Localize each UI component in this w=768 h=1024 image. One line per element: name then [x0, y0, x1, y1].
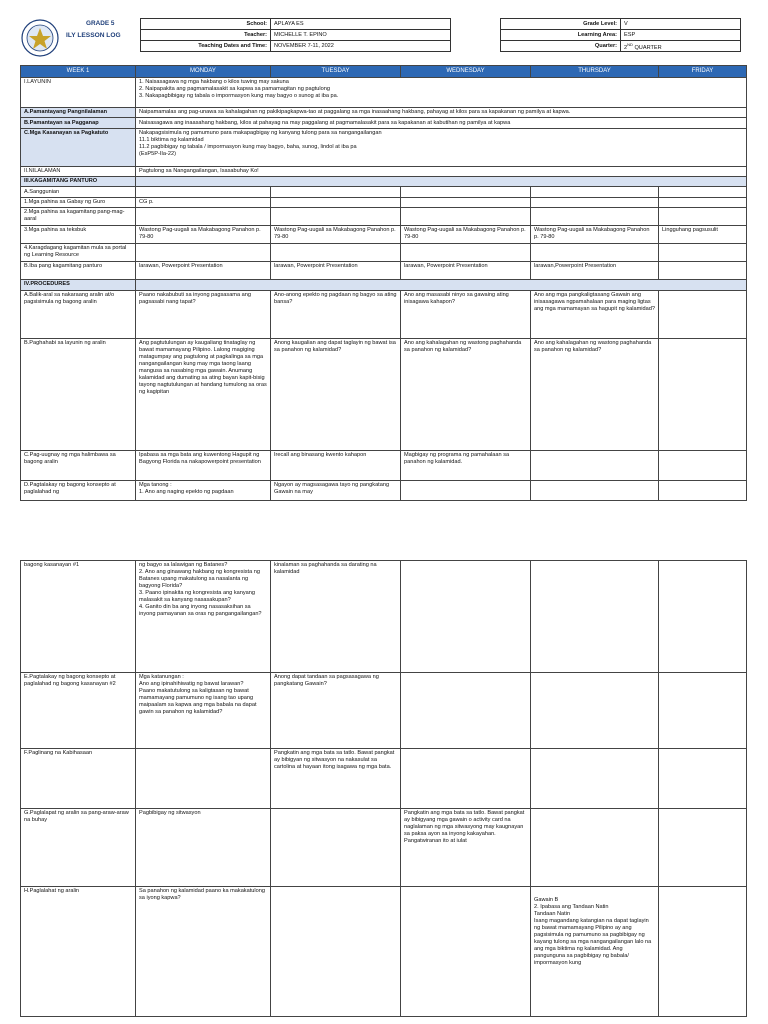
table-row	[21, 290, 747, 338]
layunin-text: 1. Naisasagawa ng mga hakbang o kilos tuwing may sakuna 2. Naipapakita ang pagmamalasakit sa kapwa sa pamamagitan ng pagtulong 3. Nakapagbibigay ng tabala o impormasyon kung may bagyo o sunog at iba pa.	[136, 78, 747, 108]
row-label: G.Paglalapat ng aralin sa pang-araw-araw na buhay	[21, 809, 136, 887]
table-row	[21, 226, 747, 244]
col-wednesday: WEDNESDAY	[401, 66, 531, 78]
cell-wednesday	[401, 673, 531, 749]
document-title	[66, 20, 121, 39]
pagganap-text: Naisasagawa ang inaasahang hakbang, kilos at pahayag na may paggalang at pagmamalasakit para sa kapakanan at kabutihan ng pamilya at kapwa	[136, 118, 747, 128]
teacher-value: MICHELLE T. EPINO	[271, 30, 451, 41]
cell-friday	[659, 197, 747, 207]
cell-thursday	[531, 480, 659, 500]
cell-friday	[659, 673, 747, 749]
cell-tuesday: larawan, Powerpoint Presentation	[271, 262, 401, 280]
cell-thursday	[531, 561, 659, 673]
cell-thursday: Wastong Pag-uugali sa Makabagong Panahon p. 79-80	[531, 226, 659, 244]
cell-thursday	[531, 197, 659, 207]
document-header	[20, 18, 746, 62]
learning-area-label: Learning Area:	[501, 30, 621, 41]
cell-friday	[659, 450, 747, 480]
row-label: I.LAYUNIN	[21, 78, 136, 108]
row-label: 4.Karagdagang kagamitan mula sa portal ng Learning Resource	[21, 244, 136, 262]
cell-monday: Mga katanungan : Ano ang ipinahihiwatig ng bawat larawan? Paano makatutulong sa kaligtasan ng bawat mamamayang pamumuno ng isang tao upang maipaalam sa kapwa ang mga babala na dapat gawin sa panahon ng kalamidad?	[136, 673, 271, 749]
row-label: C.Pag-uugnay ng mga halimbawa sa bagong aralin	[21, 450, 136, 480]
table-row	[21, 749, 747, 809]
cell-tuesday: Ngayon ay magsasagawa tayo ng pangkatang Gawain na may	[271, 480, 401, 500]
cell-thursday	[531, 450, 659, 480]
cell-wednesday: Wastong Pag-uugali sa Makabagong Panahon p. 79-80	[401, 226, 531, 244]
row-label: III.KAGAMITANG PANTURO	[21, 177, 136, 187]
grade-level-label: Grade Level:	[501, 19, 621, 30]
table-row	[21, 338, 747, 450]
table-row	[21, 673, 747, 749]
cell-tuesday: Anong dapat tandaan sa pagsasagawa ng pangkatang Gawain?	[271, 673, 401, 749]
row-label: B.Paghahabi sa layunin ng aralin	[21, 338, 136, 450]
table-row	[21, 197, 747, 207]
cell-friday	[659, 561, 747, 673]
cell-thursday: larawan,Powerpoint Presentation	[531, 262, 659, 280]
table-row	[21, 280, 747, 290]
dates-label: Teaching Dates and Time:	[141, 41, 271, 52]
grade-title: GRADE 5	[86, 20, 115, 27]
row-label: D.Pagtalakay ng bagong konsepto at paglalahad ng	[21, 480, 136, 500]
row-label: C.Mga Kasanayan sa Pagkatuto	[21, 128, 136, 166]
row-label: H.Paglalahat ng aralin	[21, 887, 136, 1017]
quarter-label: Quarter:	[501, 41, 621, 52]
cell-monday: Paano nakabubuti sa inyong pagsasama ang pagsasabi nang tapat?	[136, 290, 271, 338]
cell-friday	[659, 887, 747, 1017]
lesson-log-page-2	[0, 560, 768, 1024]
table-row	[21, 128, 747, 166]
cell-thursday	[531, 244, 659, 262]
row-label: 1.Mga pahina sa Gabay ng Guro	[21, 197, 136, 207]
cell-wednesday: Pangkatin ang mga bata sa tatlo. Bawat pangkat ay bibigyang mga gawain o activity card na naglalaman ng mga sitwasyong may kaugnayan sa paksa ayon sa inyong kakayahan. Pangatwiranan ito at iulat	[401, 809, 531, 887]
table-row	[21, 208, 747, 226]
table-row	[21, 561, 747, 673]
cell-friday	[659, 338, 747, 450]
row-label: 2.Mga pahina sa kagamitang pang-mag-aaral	[21, 208, 136, 226]
lesson-plan-table-continued	[20, 560, 747, 1017]
log-title: ILY LESSON LOG	[66, 32, 121, 39]
cell-monday: Pagbibigay ng sitwasyon	[136, 809, 271, 887]
pangnilalaman-text: Naipamamalas ang pag-unawa sa kahalagahan ng pakikipagkapwa-tao at paggalang sa mga inasaahang hakbang, pahayag at kilos para sa kapakanan ng pamilya at kapwa.	[136, 108, 747, 118]
school-value: APLAYA ES	[271, 19, 451, 30]
dates-value: NOVEMBER 7-11, 2022	[271, 41, 451, 52]
cell-friday	[659, 262, 747, 280]
cell-friday	[659, 244, 747, 262]
row-label: B.Pamantayan sa Pagganap	[21, 118, 136, 128]
cell-monday: Sa panahon ng kalamidad paano ka makakatulong sa iyong kapwa?	[136, 887, 271, 1017]
table-row	[21, 887, 747, 1017]
cell-friday: Lingguhang pagsusulit	[659, 226, 747, 244]
table-row	[21, 166, 747, 176]
cell-thursday	[531, 809, 659, 887]
cell-tuesday: Wastong Pag-uugali sa Makabagong Panahon p. 79-80	[271, 226, 401, 244]
cell-tuesday: Pangkatin ang mga bata sa tatlo. Bawat pangkat ay bibigyan ng sitwasyon na nakasulat sa cartolina at hayaan itong isagawa ng mga bata.	[271, 749, 401, 809]
table-row	[21, 187, 747, 197]
table-row	[21, 108, 747, 118]
row-label: II.NILALAMAN	[21, 166, 136, 176]
cell-monday	[136, 208, 271, 226]
cell-monday: CG p.	[136, 197, 271, 207]
school-info-table	[140, 18, 451, 52]
cell-monday: Wastong Pag-uugali sa Makabagong Panahon p. 79-80	[136, 226, 271, 244]
cell-wednesday	[401, 887, 531, 1017]
cell-wednesday: larawan, Powerpoint Presentation	[401, 262, 531, 280]
col-friday: FRIDAY	[659, 66, 747, 78]
cell-monday	[136, 749, 271, 809]
cell-tuesday	[271, 887, 401, 1017]
cell-thursday	[531, 749, 659, 809]
cell-wednesday: Magbigay ng programa ng pamahalaan sa panahon ng kalamidad.	[401, 450, 531, 480]
deped-seal-icon	[20, 18, 60, 58]
cell-monday: Ipabasa sa mga bata ang kuwentong Hagupit ng Bagyong Florida na nakapowerpoint presentation	[136, 450, 271, 480]
cell-monday	[136, 244, 271, 262]
cell-tuesday: Irecall ang binasang kwento kahapon	[271, 450, 401, 480]
cell-thursday: Ano ang kahalagahan ng wastong paghahanda sa panahon ng kalamidad?	[531, 338, 659, 450]
cell-tuesday: kinalaman sa paghahanda sa darating na kalamidad	[271, 561, 401, 673]
learning-area-value: ESP	[621, 30, 741, 41]
cell-wednesday	[401, 749, 531, 809]
row-label: bagong kasanayan #1	[21, 561, 136, 673]
grade-level-value: V	[621, 19, 741, 30]
cell-monday: Ang pagtutulungan ay kaugaliang tinataglay ng bawat mamamayang Pilipino. Lalong magiging matagumpay ang pagtulong at pagkalinga sa mga nangangailangan kung may mga taong laang mangusa sa nasabing mga gawain. Anumang kalamidad ang dumating sa ating bayan kapit-bisig tayong nagtutulungan at handang tumulong sa oras ng kagipitan	[136, 338, 271, 450]
cell-tuesday	[271, 809, 401, 887]
col-week: WEEK 1	[21, 66, 136, 78]
cell-monday: ng bagyo sa lalawigan ng Batanes? 2. Ano ang ginawang hakbang ng kongresista ng Batanes upang makatulong sa nasalanta ng bagyong Florida? 3. Paano ipinakita ng kongresista ang kanyang malasakit sa kanyang nasasakupan? 4. Ganito din ba ang inyong nasasaksihan sa inyong pamayanan sa oras ng pangangailangan?	[136, 561, 271, 673]
quarter-value: 2ND QUARTER	[621, 41, 741, 52]
cell-tuesday	[271, 208, 401, 226]
table-row	[21, 244, 747, 262]
cell-thursday	[531, 673, 659, 749]
lesson-plan-table	[20, 65, 747, 501]
col-tuesday: TUESDAY	[271, 66, 401, 78]
table-row	[21, 177, 747, 187]
table-row	[21, 262, 747, 280]
cell-monday: larawan, Powerpoint Presentation	[136, 262, 271, 280]
table-row	[21, 118, 747, 128]
cell-monday: Mga tanong : 1. Ano ang naging epekto ng pagdaan	[136, 480, 271, 500]
table-row	[21, 480, 747, 500]
row-label: 3.Mga pahina sa teksbuk	[21, 226, 136, 244]
row-label: A.Sanggunian	[21, 187, 136, 197]
cell-wednesday	[401, 197, 531, 207]
row-label: A.Pamantayang Pangnilalaman	[21, 108, 136, 118]
kasanayan-text: Nakapagsisimula ng pamumuno para makapagbigay ng kanyang tulong para sa nangangailangan 11.1 biktima ng kalamidad 11.2 pagbibigay ng tabala / impormasyon kung may bagyo, baha, sunog, lindol at iba pa (EsP5P-IIa-22)	[136, 128, 747, 166]
row-label: E.Pagtalakay ng bagong konsepto at paglalahad ng bagong kasanayan #2	[21, 673, 136, 749]
teacher-label: Teacher:	[141, 30, 271, 41]
cell-wednesday	[401, 480, 531, 500]
cell-wednesday: Ano ang kahalagahan ng wastong paghahanda sa panahon ng kalamidad?	[401, 338, 531, 450]
cell-friday	[659, 480, 747, 500]
cell-tuesday	[271, 244, 401, 262]
col-monday: MONDAY	[136, 66, 271, 78]
table-row	[21, 78, 747, 108]
cell-tuesday	[271, 197, 401, 207]
cell-wednesday: Ano ang masasabi ninyo sa gawaing ating inisagawa kahapon?	[401, 290, 531, 338]
row-label: F.Paglinang na Kabihasaan	[21, 749, 136, 809]
school-label: School:	[141, 19, 271, 30]
row-label: A.Balik-aral sa nakaraang aralin at/o pagsisimula ng bagong aralin	[21, 290, 136, 338]
table-row	[21, 450, 747, 480]
cell-wednesday	[401, 244, 531, 262]
cell-friday	[659, 749, 747, 809]
table-row	[21, 809, 747, 887]
table-header-row	[21, 66, 747, 78]
col-thursday: THURSDAY	[531, 66, 659, 78]
cell-wednesday	[401, 208, 531, 226]
cell-friday	[659, 208, 747, 226]
row-label: B.Iba pang kagamitang panturo	[21, 262, 136, 280]
cell-tuesday: Anong kaugalian ang dapat taglayin ng bawat isa sa panahon ng kalamidad?	[271, 338, 401, 450]
cell-thursday	[531, 208, 659, 226]
cell-friday	[659, 809, 747, 887]
row-label: IV.PROCEDURES	[21, 280, 136, 290]
cell-tuesday: Ano-anong epekto ng pagdaan ng bagyo sa ating bansa?	[271, 290, 401, 338]
cell-thursday: Gawain B 2. Ipabasa ang Tandaan Natin Tandaan Natin Isang magandang katangian na dapat taglayin ng bawat mamamayang Pilipino ay ang pagsisimula ng pamumuno sa pagbibigay ng kayang tulong sa mga nangangailangan lalo na ang mga biktima ng kalamidad. Ang pangunguna sa pagbibigay ng babala/ impormasyon kung	[531, 887, 659, 1017]
nilalaman-text: Pagtulong sa Nangangailangan, Isasabuhay Ko!	[136, 166, 747, 176]
cell-thursday: Ano ang mga pangkaligtasang Gawain ang inisasagawa ngpamahalaan para maging ligtas ang mga mamamayan sa hagupit ng kalamidad?	[531, 290, 659, 338]
cell-friday	[659, 290, 747, 338]
class-info-table	[500, 18, 741, 52]
cell-wednesday	[401, 561, 531, 673]
